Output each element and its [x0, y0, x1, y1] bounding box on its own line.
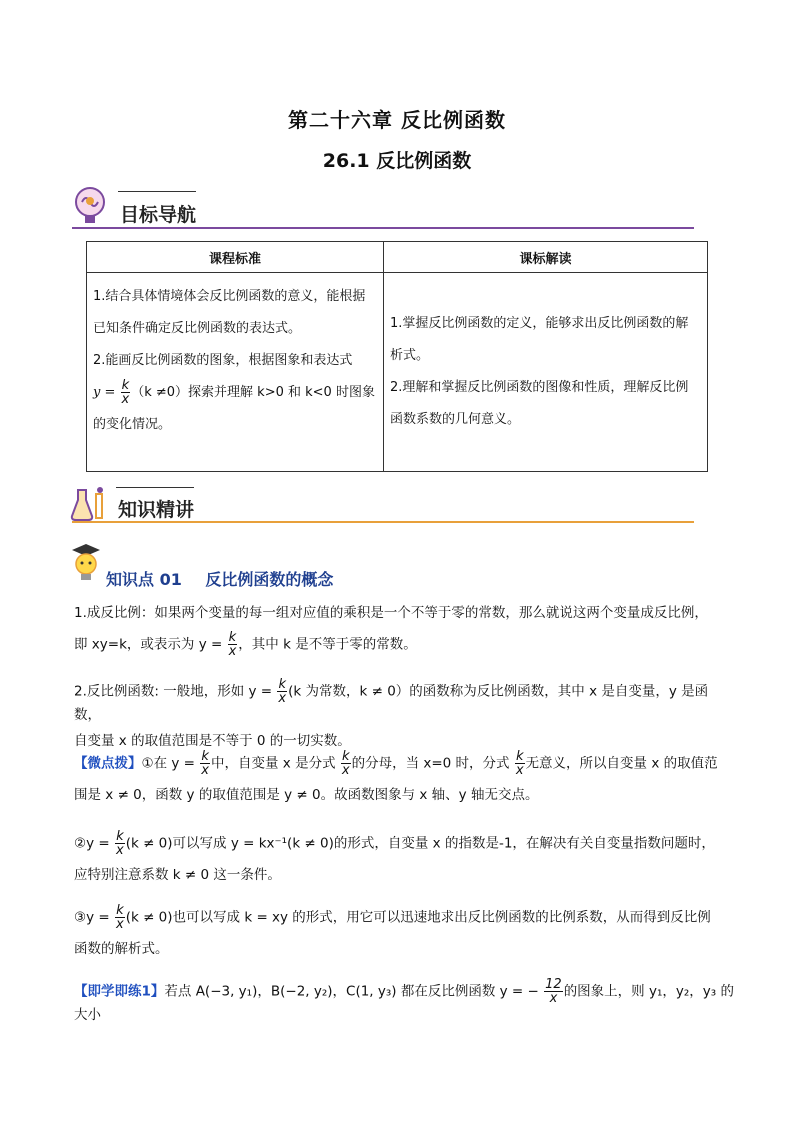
para-1-frac	[228, 631, 238, 658]
goals-left-y-eq: y =	[93, 385, 116, 400]
para-2-a: 2.反比例函数: 一般地，形如 y =	[74, 683, 273, 700]
goals-left-p2-b: （k ≠0）探索并理解 k>0 和 k<0 时图象的变化情况。	[93, 385, 375, 432]
goals-left-p2	[93, 345, 377, 441]
point-2-line-1	[74, 830, 734, 857]
para-2-b: (k 为常数，k ≠ 0）的函数称为反比例函数，其中 x 是自变量，y 是函数，	[74, 683, 709, 723]
exercise-b: 的图象上，则 y₁，y₂，y₃ 的大小	[74, 983, 734, 1023]
point-2-b: (k ≠ 0)可以写成 y = kx⁻¹(k ≠ 0)的形式，自变量 x 的指数是-1，在解决有关自变量指数问题时，	[125, 835, 715, 852]
frac-num: k	[116, 903, 124, 918]
frac-num: k	[201, 749, 209, 764]
exercise-frac	[544, 978, 563, 1005]
goals-col1-header: 课程标准	[87, 242, 384, 273]
tip-b: 中，自变量 x 是分式	[211, 755, 336, 772]
goals-right-p2: 2.理解和掌握反比例函数的图像和性质，理解反比例函数系数的几何意义。	[390, 380, 689, 427]
point-2-line-2: 应特别注意系数 k ≠ 0 这一条件。	[74, 867, 281, 883]
tip-frac-2	[341, 750, 351, 777]
frac-den: x	[121, 392, 130, 407]
point-2-frac	[115, 830, 125, 857]
point-2-a: ②y =	[74, 835, 110, 852]
header1-title: 目标导航	[120, 204, 197, 226]
para-1-line-1: 1.成反比例：如果两个变量的每一组对应值的乘积是一个不等于零的常数，那么就说这两个变量成反比例，	[74, 605, 708, 621]
para-2	[74, 678, 734, 751]
frac-den: x	[278, 691, 287, 706]
para-2-frac	[277, 678, 287, 705]
frac-num: 12	[545, 977, 562, 992]
lightbulb-graduate-icon	[70, 542, 102, 582]
para-1	[74, 603, 734, 658]
section-title: 26.1 反比例函数	[322, 150, 472, 172]
frac-den: x	[515, 763, 524, 778]
para-2-line-2: 自变量 x 的取值范围是不等于 0 的一切实数。	[74, 733, 351, 749]
frac-num: k	[228, 630, 237, 645]
frac-num: k	[515, 749, 524, 764]
point-2	[74, 830, 734, 885]
goals-table	[86, 241, 708, 472]
point-3-frac	[115, 904, 125, 931]
tip-frac-1	[200, 750, 210, 777]
goals-left-frac	[121, 379, 131, 406]
knowledge-point-heading	[106, 567, 333, 590]
frac-num: k	[341, 749, 350, 764]
point-3	[74, 904, 734, 959]
tip-c: 的分母，当 x=0 时，分式	[351, 755, 510, 772]
goals-left-p1: 1.结合具体情境体会反比例函数的意义，能根据已知条件确定反比例函数的表达式。	[93, 289, 366, 336]
frac-den: x	[549, 991, 558, 1006]
goals-right-p1: 1.掌握反比例函数的定义，能够求出反比例函数的解析式。	[390, 316, 689, 363]
tip-block	[74, 750, 734, 805]
goals-right-cell	[384, 273, 708, 472]
frac-den: x	[116, 843, 124, 858]
para-1-b: 即 xy=k，或表示为 y =	[74, 636, 223, 653]
goals-left-p2-a: 2.能画反比例函数的图象，根据图象和表达式	[93, 353, 353, 368]
point-3-line-1	[74, 904, 734, 931]
knowledge-point-title: 反比例函数的概念	[205, 570, 334, 589]
point-3-a: ③y =	[74, 909, 110, 926]
tip-d: 无意义，所以自变量 x 的取值范	[525, 755, 718, 772]
frac-den: x	[228, 644, 237, 659]
frac-num: k	[116, 829, 124, 844]
tip-frac-3	[515, 750, 525, 777]
point-3-line-2: 函数的解析式。	[74, 941, 169, 957]
tip-line-2: 围是 x ≠ 0，函数 y 的取值范围是 y ≠ 0。故函数图象与 x 轴、y 轴无交点。	[74, 787, 539, 803]
frac-den: x	[201, 763, 209, 778]
header2-title: 知识精讲	[118, 499, 195, 521]
knowledge-point-label: 知识点 01	[106, 570, 182, 589]
tip-label: 【微点拨】	[74, 755, 142, 772]
goals-col2-header: 课标解读	[384, 242, 708, 273]
frac-num: k	[278, 677, 287, 692]
header1-rule	[72, 227, 694, 229]
chapter-title: 第二十六章 反比例函数	[288, 108, 506, 132]
exercise-a: 若点 A(−3, y₁)，B(−2, y₂)，C(1, y₃) 都在反比例函数 y = −	[164, 983, 539, 1000]
header2-topline	[116, 487, 194, 488]
para-1-line-2	[74, 631, 734, 658]
lab-flask-icon	[70, 484, 110, 524]
goals-left-cell	[87, 273, 384, 472]
brain-icon	[72, 186, 108, 226]
header2-rule	[72, 521, 694, 523]
frac-den: x	[116, 917, 124, 932]
para-1-c: ，其中 k 是不等于零的常数。	[238, 636, 417, 653]
frac-num: k	[121, 378, 130, 393]
point-3-b: (k ≠ 0)也可以写成 k = xy 的形式，用它可以迅速地求出反比例函数的比例系数，从而得到反比例	[125, 909, 711, 926]
exercise-1	[74, 978, 734, 1025]
frac-den: x	[341, 763, 350, 778]
header1-topline	[118, 191, 196, 192]
exercise-label: 【即学即练1】	[74, 983, 165, 1000]
tip-a: ①在 y =	[141, 755, 195, 772]
tip-line-1	[74, 750, 734, 777]
para-2-line-1	[74, 678, 734, 725]
